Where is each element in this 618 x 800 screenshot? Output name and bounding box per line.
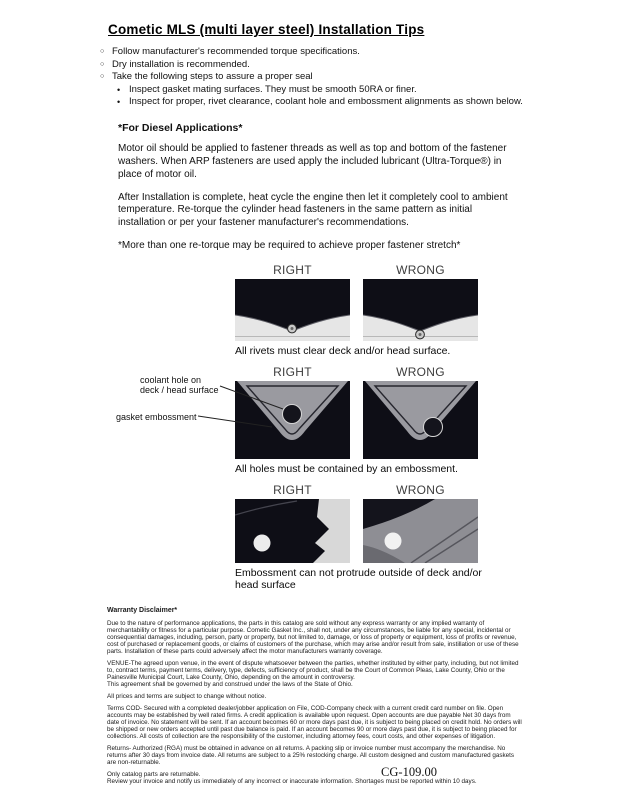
diesel-heading: *For Diesel Applications* (118, 121, 243, 134)
warranty-disclaimer-section (107, 607, 522, 785)
warranty-paragraph: VENUE-The agreed upon venue, in the event of dispute whatsoever between the parties, whether instituted by either party, including, but not limited to, contract terms, payment terms, delivery, type, defects, sufficiency of product, shall be the Court of Common Pleas, Lake County, Ohio or the Painesville Municipal Court, Lake County, Ohio, depending on the amount in controversy. (107, 659, 519, 681)
sub-tips-list (117, 84, 528, 109)
protrusion-right-figure (235, 499, 350, 563)
dot-bullet-icon: • (117, 84, 121, 95)
figure-row-rivet-clearance (100, 263, 528, 357)
warranty-paragraph: Review your invoice and notify us immediately of any incorrect or inaccurate information. Shortages must be reported within 10 days. (107, 777, 477, 785)
tip-text: Take the following steps to assure a proper seal (112, 71, 313, 82)
tips-list (100, 46, 528, 109)
page-code: CG-109.00 (381, 765, 437, 779)
figures-section (100, 263, 528, 592)
coolant-hole-annotation: coolant hole on deck / head surface (140, 374, 219, 396)
list-item (100, 71, 528, 84)
wrong-label: WRONG (396, 262, 445, 277)
figure-caption: All rivets must clear deck and/or head surface. (235, 344, 451, 357)
figure-caption: Embossment can not protrude outside of deck and/or head surface (235, 566, 482, 592)
page-title: Cometic MLS (multi layer steel) Installation Tips (108, 22, 425, 37)
rivet-right-figure (235, 279, 350, 341)
figure-row-embossment-containment (100, 365, 528, 475)
embossment-right-figure (235, 381, 350, 459)
figure-images (235, 499, 478, 563)
dot-bullet-icon: • (117, 97, 121, 107)
tip-text: Inspect gasket mating surfaces. They must be smooth 50RA or finer. (129, 83, 417, 95)
right-label: RIGHT (273, 364, 312, 379)
warranty-paragraph: This agreement shall be governed by and construed under the laws of the State of Ohio. (107, 680, 353, 688)
list-item (100, 46, 528, 59)
circle-bullet-icon: ○ (100, 60, 105, 68)
diesel-applications-section (118, 122, 522, 253)
diesel-paragraph: Motor oil should be applied to fastener threads as well as top and bottom of the fastener washers. When ARP fasteners are used apply the included lubricant (Ultra-Torque®) in place of motor oil. (118, 143, 507, 180)
figure-row-embossment-protrusion (100, 483, 528, 592)
rivet-wrong-figure (363, 279, 478, 341)
gasket-embossment-annotation: gasket embossment (116, 411, 197, 422)
protrusion-wrong-figure (363, 499, 478, 563)
list-item (100, 59, 528, 72)
list-item (117, 84, 528, 97)
list-item (117, 96, 528, 109)
right-label: RIGHT (273, 482, 312, 497)
warranty-heading: Warranty Disclaimer* (107, 606, 178, 614)
tip-text: Follow manufacturer's recommended torque specifications. (112, 46, 360, 57)
tip-text: Inspect for proper, rivet clearance, coolant hole and embossment alignments as shown below. (129, 96, 523, 107)
warranty-paragraph: Terms COD- Secured with a completed dealer/jobber application on File, COD-Company check with a current credit card number on file. Open accounts may be established by well rated firms. A credit application is available upon request. Open accounts are due payable Net 30 days from date of invoice. No statement will be sent. If an account becomes 60 or more days past due, it is subject to being placed on credit hold. No orders will be shipped or new orders accepted until past due balance is paid. If an account becomes 90 or more days past due, it is subject to being placed for collections. All costs of collection are the responsibility of the customer, including attorney fees, court costs, and other expenses of litigation. (107, 704, 522, 740)
circle-bullet-icon: ○ (100, 48, 105, 55)
circle-bullet-icon: ○ (100, 73, 105, 80)
right-label: RIGHT (273, 262, 312, 277)
figure-labels (235, 263, 478, 279)
warranty-paragraph: Only catalog parts are returnable. (107, 770, 201, 778)
figure-images (235, 279, 478, 341)
figure-caption: All holes must be contained by an embossment. (235, 462, 458, 475)
figure-labels (235, 483, 478, 499)
retorque-note: *More than one re-torque may be required to achieve proper fastener stretch* (118, 240, 461, 252)
tip-text: Dry installation is recommended. (112, 58, 250, 70)
embossment-wrong-figure (363, 381, 478, 459)
diesel-paragraph: After Installation is complete, heat cycle the engine then let it completely cool to ambient temperature. Re-torque the cylinder head fasteners in the same pattern as initial installation or per your fastener manufacturer's recommendations. (118, 191, 508, 229)
warranty-paragraph: All prices and terms are subject to change without notice. (107, 692, 267, 700)
warranty-paragraph: Returns- Authorized (RGA) must be obtained in advance on all returns. A packing slip or invoice number must accompany the merchandise. No returns after 30 days from invoice date. All returns are subject to a 25% restocking charge. All custom designed and custom manufactured gaskets are non-returnable. (107, 744, 515, 766)
figure-labels (235, 365, 478, 381)
wrong-label: WRONG (396, 482, 445, 497)
wrong-label: WRONG (396, 364, 445, 379)
figure-images (235, 381, 478, 459)
warranty-paragraph: Due to the nature of performance applications, the parts in this catalog are sold without any express warranty or any implied warranty of merchantability or fitness for a particular purpose. Cometic Gasket Inc., shall not, under any circumstances, be liable for any special, incidental or consequential damages, including, person, party or property, but not limited to, damage, or loss of property or equipment, loss of profits or revenue, cost of purchased or replacement goods, or claims of customers of the purchase, which may arise and/or result from sale, instillation or use of these parts. Installation of these parts could adversely affect the motor manufacturers warranty coverage. (107, 619, 519, 655)
